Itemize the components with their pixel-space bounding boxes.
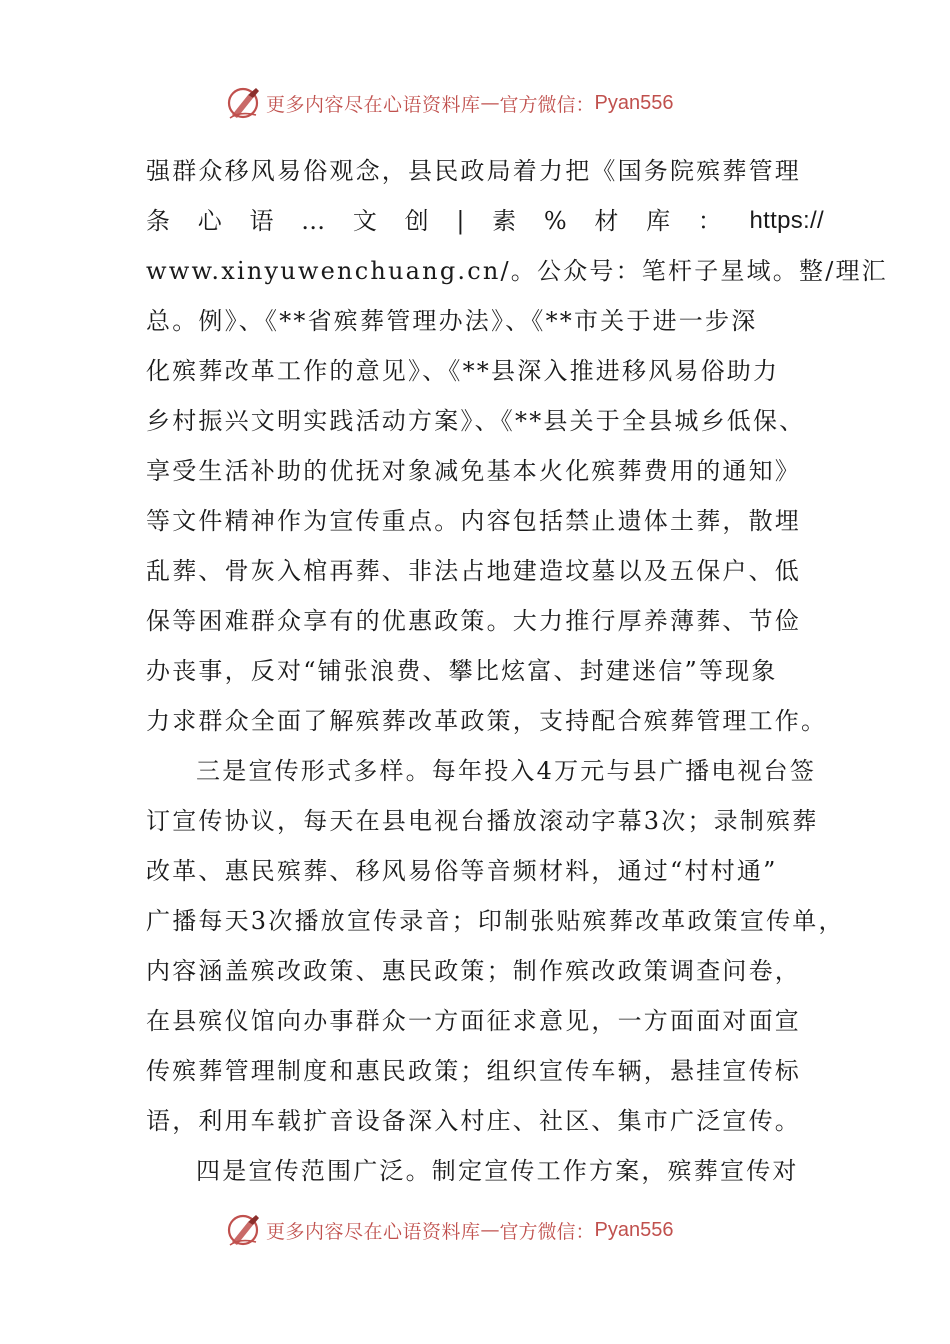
body-line-6: 乡村振兴文明实践活动方案》、《**县关于全县城乡低保、 <box>146 407 806 435</box>
pen-logo-icon <box>226 1212 262 1248</box>
spread-token-url: https:// <box>749 207 824 234</box>
pen-logo-icon <box>226 85 262 121</box>
watermark-separator: — <box>480 1219 500 1241</box>
body-line-2-spread <box>146 196 824 246</box>
body-line-15: 改革、惠民殡葬、移风易俗等音频材料，通过“村村通” <box>146 857 778 885</box>
body-line-16: 广播每天3次播放宣传录音；印制张贴殡葬改革政策宣传单， <box>146 907 845 935</box>
footer-watermark <box>226 1210 674 1250</box>
watermark-wechat-label: 官方微信： <box>499 1220 595 1243</box>
body-line-17: 内容涵盖殡改政策、惠民政策；制作殡改政策调查问卷， <box>146 957 801 985</box>
spread-token: ： <box>697 207 722 235</box>
body-line-8: 等文件精神作为宣传重点。内容包括禁止遗体土葬，散埋 <box>146 507 801 535</box>
spread-token: 创 <box>404 207 429 235</box>
watermark-wechat-id: Pyan556 <box>594 1218 674 1241</box>
spread-token: | <box>456 207 465 235</box>
body-line-5: 化殡葬改革工作的意见》、《**县深入推进移风易俗助力 <box>146 357 780 385</box>
watermark-separator: — <box>480 92 500 114</box>
body-line-10: 保等困难群众享有的优惠政策。大力推行厚养薄葬、节俭 <box>146 607 801 635</box>
body-line-11: 办丧事，反对“铺张浪费、攀比炫富、封建迷信”等现象 <box>146 657 778 685</box>
spread-token: 语 <box>249 207 274 235</box>
body-line-7: 享受生活补助的优抚对象减免基本火化殡葬费用的通知》 <box>146 457 801 485</box>
spread-token: 心 <box>197 207 222 235</box>
body-line-9: 乱葬、骨灰入棺再葬、非法占地建造坟墓以及五保户、低 <box>146 557 801 585</box>
spread-token: % <box>543 207 567 235</box>
body-line-3: www.xinyuwenchuang.cn/。公众号：笔杆子星域。整/理汇 <box>146 257 888 285</box>
watermark-site-text: 更多内容尽在心语资料库 <box>266 93 481 116</box>
spread-token: 条 <box>146 207 170 235</box>
body-line-4: 总。例》、《**省殡葬管理办法》、《**市关于进一步深 <box>146 307 758 335</box>
body-line-21: 四是宣传范围广泛。制定宣传工作方案，殡葬宣传对 <box>196 1157 799 1185</box>
body-line-13: 三是宣传形式多样。每年投入4万元与县广播电视台签 <box>196 757 817 785</box>
watermark-wechat-id: Pyan556 <box>594 91 674 114</box>
spread-token: … <box>301 207 326 235</box>
spread-token: 材 <box>594 207 619 235</box>
spread-token: 文 <box>352 207 377 235</box>
watermark-wechat-label: 官方微信： <box>499 93 595 116</box>
spread-token: 素 <box>492 207 517 235</box>
body-line-12: 力求群众全面了解殡葬改革政策，支持配合殡葬管理工作。 <box>146 707 828 735</box>
spread-token: 库 <box>646 207 671 235</box>
body-line-19: 传殡葬管理制度和惠民政策；组织宣传车辆，悬挂宣传标 <box>146 1057 801 1085</box>
header-watermark <box>226 83 674 123</box>
document-body <box>146 146 888 1196</box>
body-line-20: 语，利用车载扩音设备深入村庄、社区、集市广泛宣传。 <box>146 1107 801 1135</box>
body-line-14: 订宣传协议，每天在县电视台播放滚动字幕3次；录制殡葬 <box>146 807 819 835</box>
body-line-18: 在县殡仪馆向办事群众一方面征求意见，一方面面对面宣 <box>146 1007 801 1035</box>
body-line-1: 强群众移风易俗观念，县民政局着力把《国务院殡葬管理 <box>146 157 801 185</box>
watermark-site-text: 更多内容尽在心语资料库 <box>266 1220 481 1243</box>
